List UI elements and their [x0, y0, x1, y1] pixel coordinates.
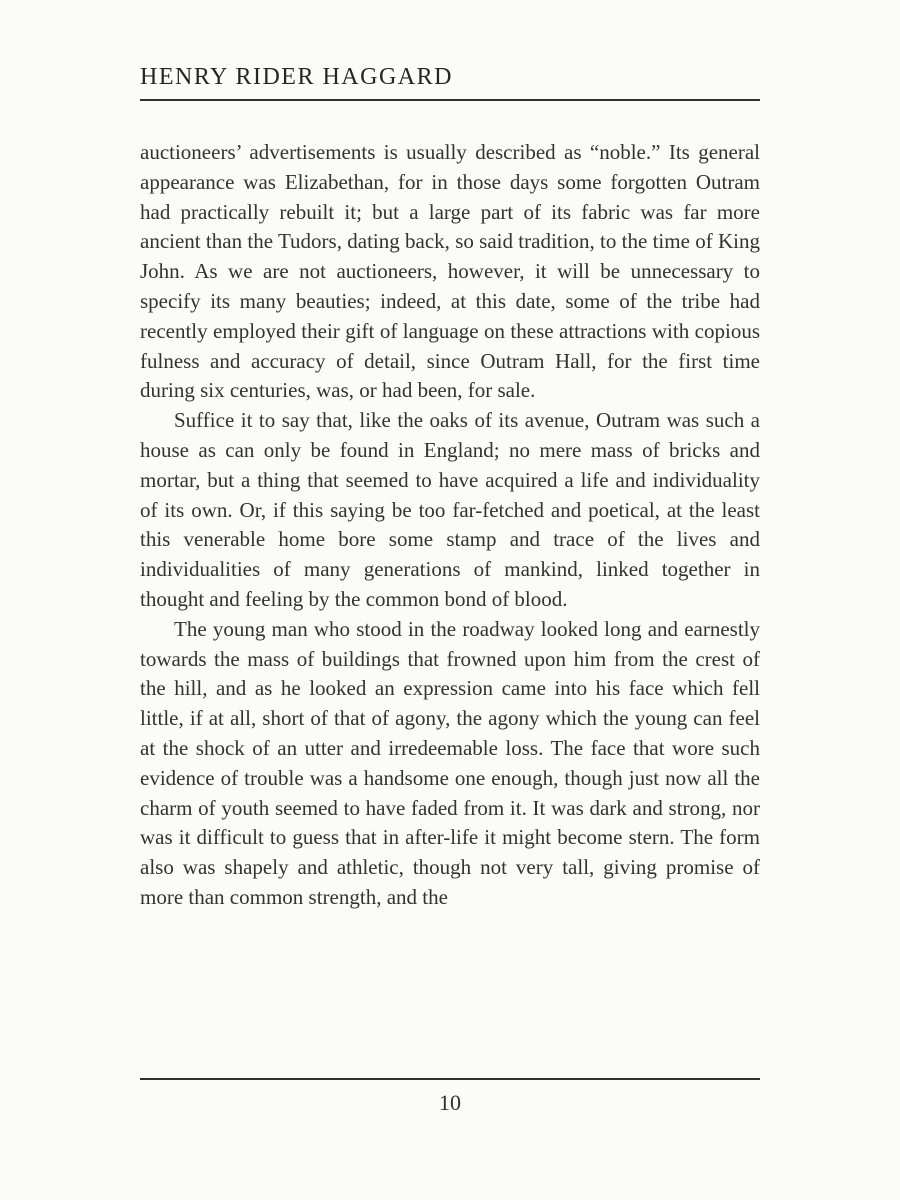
paragraph: The young man who stood in the roadway looked long and earnestly towards the mass of buildings that frowned upon him from the crest of the hill, and as he looked an expression came into his face which fell little, if at all, short of that of agony, the agony which the young can feel at the shock of an utter and irredeemable loss. The face that wore such evidence of trouble was a handsome one enough, though just now all the charm of youth seemed to have faded from it. It was dark and strong, nor was it difficult to guess that in after-life it might become stern. The form also was shapely and athletic, though not very tall, giving promise of more than common strength, and the [140, 616, 760, 909]
page-body-text [140, 138, 760, 913]
page-header [140, 64, 760, 101]
footer-rule [140, 1078, 760, 1080]
page-number: 10 [439, 1090, 461, 1115]
page-footer [140, 1078, 760, 1116]
header-rule [140, 99, 760, 101]
running-header-title: HENRY RIDER HAGGARD [140, 64, 453, 90]
paragraph: Suffice it to say that, like the oaks of its avenue, Outram was such a house as can only be found in England; no mere mass of bricks and mortar, but a thing that seemed to have acquired a life and individuality of its own. Or, if this saying be too far-fetched and poetical, at the least this venerable home bore some stamp and trace of the lives and individualities of many generations of mankind, linked together in thought and feeling by the common bond of blood. [140, 408, 760, 611]
paragraph: auctioneers’ advertisements is usually described as “noble.” Its general appearance was Elizabethan, for in those days some forgotten Outram had practically rebuilt it; but a large part of its fabric was far more ancient than the Tudors, dating back, so said tradition, to the time of King John. As we are not auctioneers, however, it will be unnecessary to specify its many beauties; indeed, at this date, some of the tribe had recently employed their gift of language on these attractions with copious fulness and accuracy of detail, since Outram Hall, for the first time during six centuries, was, or had been, for sale. [140, 140, 760, 403]
